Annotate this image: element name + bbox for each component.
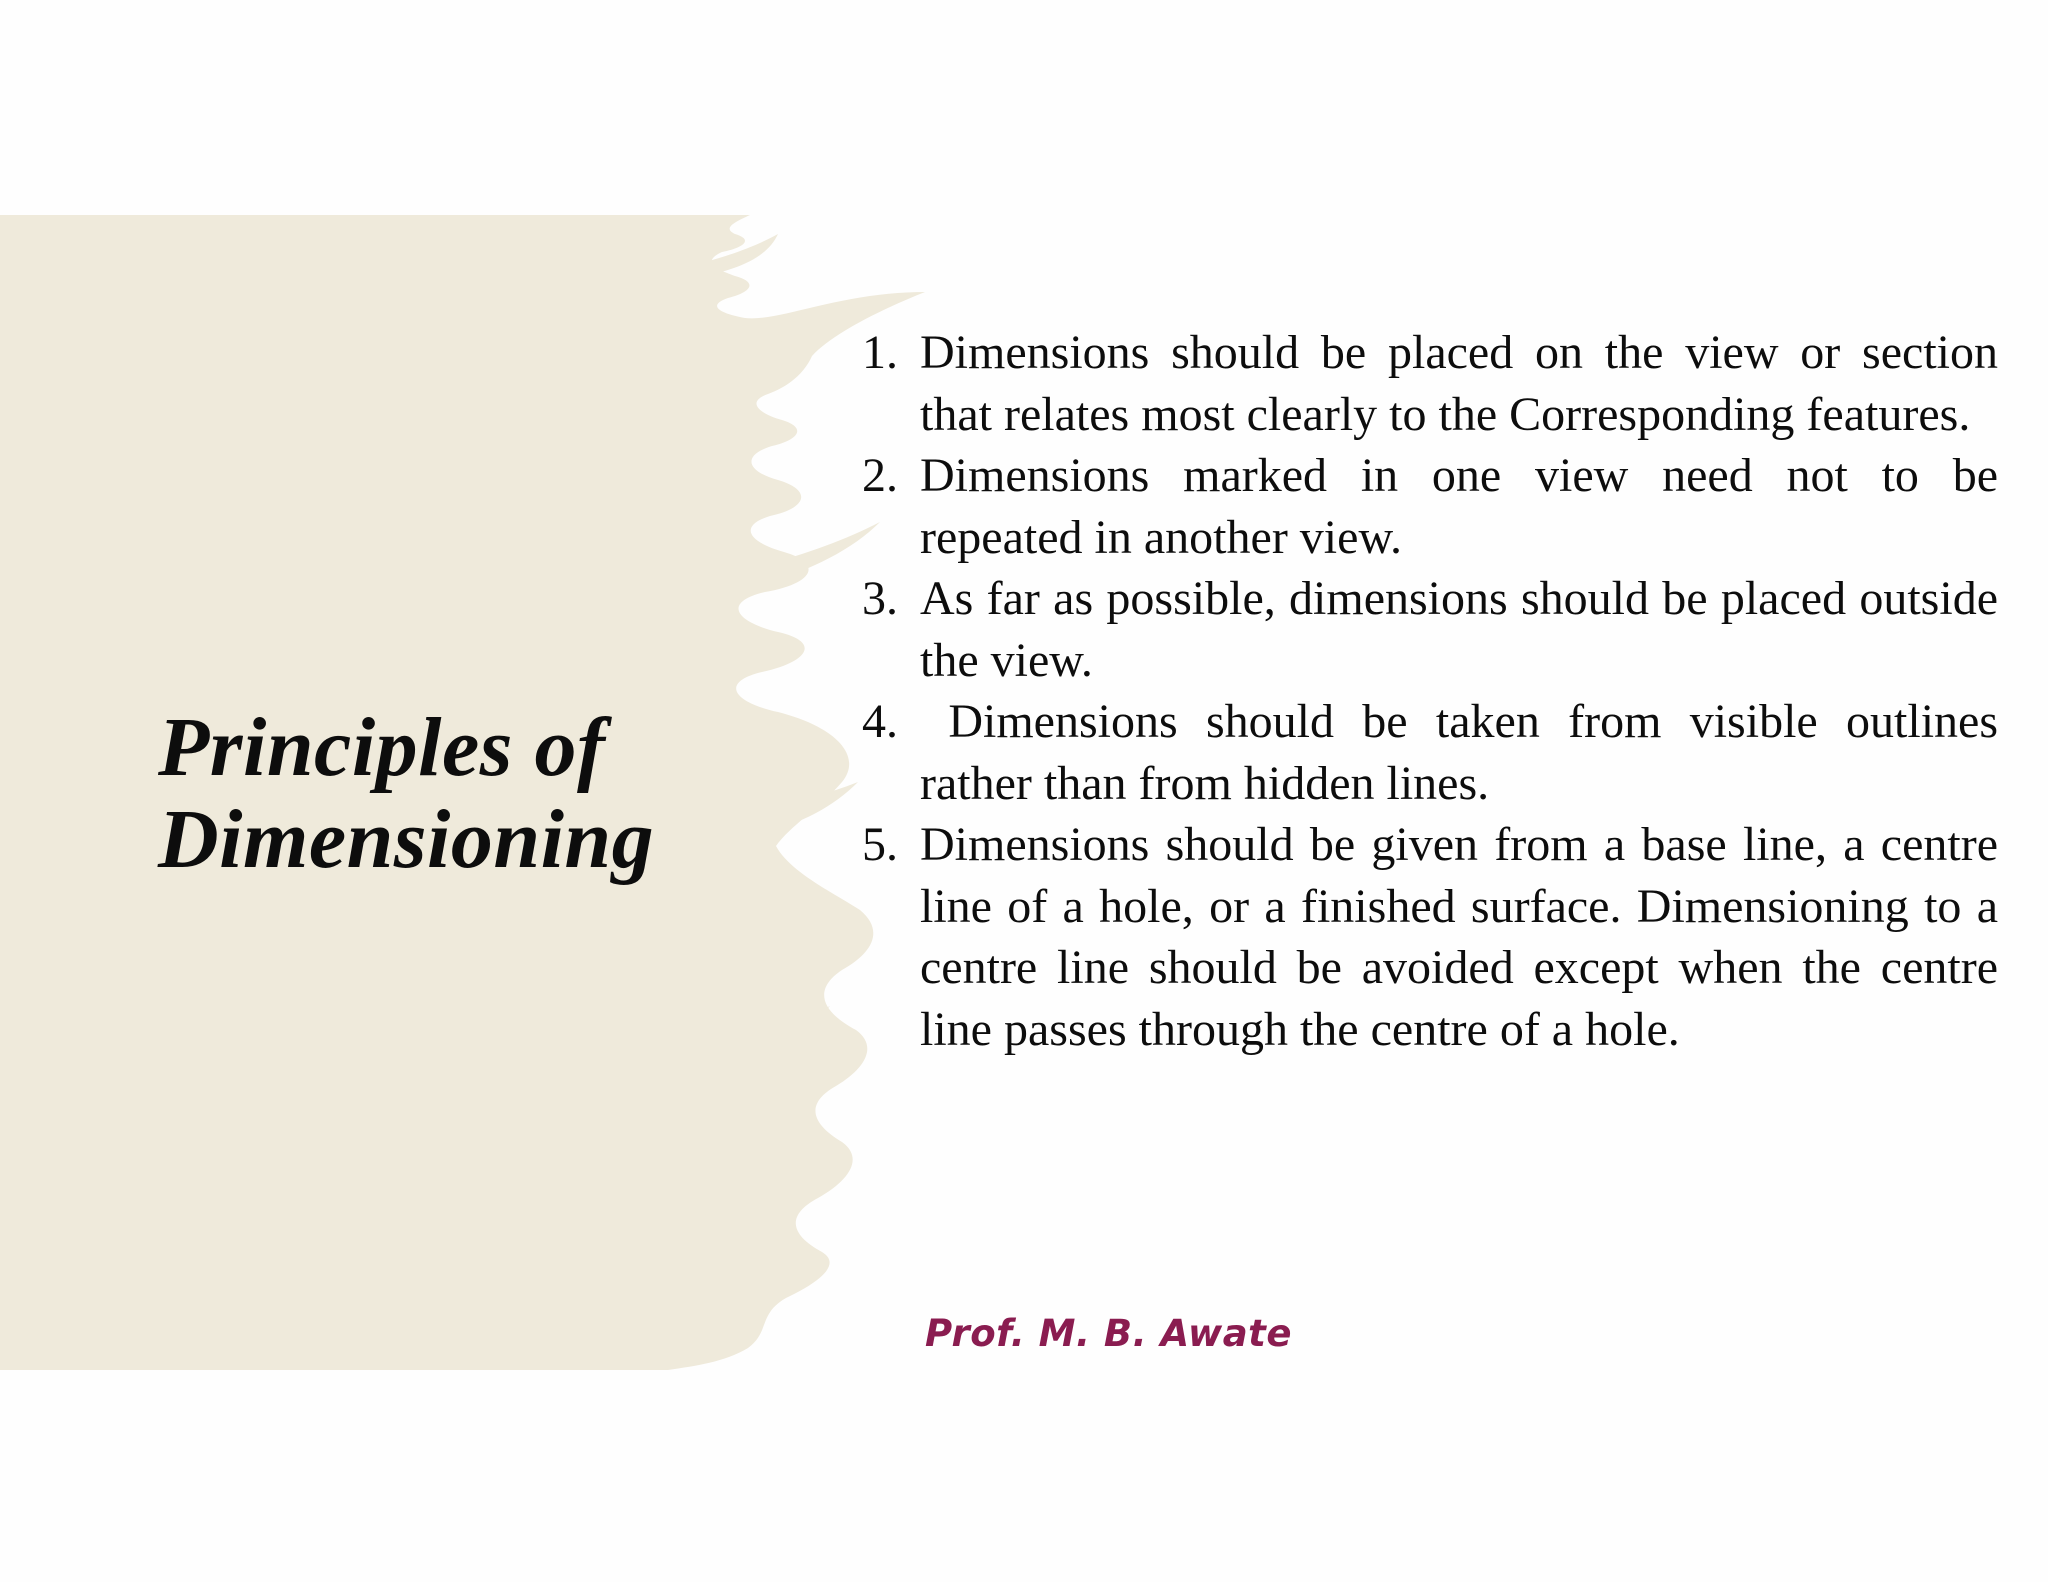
principle-number: 1. <box>862 326 898 379</box>
principle-number: 3. <box>862 572 898 625</box>
author-credit: Prof. M. B. Awate <box>925 1312 1292 1355</box>
principle-text: As far as possible, dimensions should be placed outside the view. <box>920 572 1998 687</box>
principle-item <box>862 814 1998 1060</box>
principle-text: Dimensions should be taken from visible outlines rather than from hidden lines. <box>920 695 2011 810</box>
slide-title <box>158 702 718 886</box>
principle-number: 2. <box>862 449 898 502</box>
principle-item <box>862 568 1998 691</box>
principle-item <box>862 691 2011 814</box>
principle-number: 4. <box>862 695 898 748</box>
principle-text: Dimensions should be given from a base line, a centre line of a hole, or a finished surface. Dimensioning to a centre line should be avoided except when the centre line passes through the centre of a hole. <box>920 818 1998 1056</box>
principle-number: 5. <box>862 818 898 871</box>
principle-text: Dimensions should be placed on the view or section that relates most clearly to the Corresponding features. <box>920 326 1998 441</box>
principle-text: Dimensions marked in one view need not to be repeated in another view. <box>920 449 1998 564</box>
principle-item <box>862 322 1998 445</box>
principles-list <box>862 322 2011 1060</box>
principle-item <box>862 445 1998 568</box>
slide-title-line-2: Dimensioning <box>158 793 655 886</box>
slide-title-line-1: Principles of <box>158 701 606 794</box>
